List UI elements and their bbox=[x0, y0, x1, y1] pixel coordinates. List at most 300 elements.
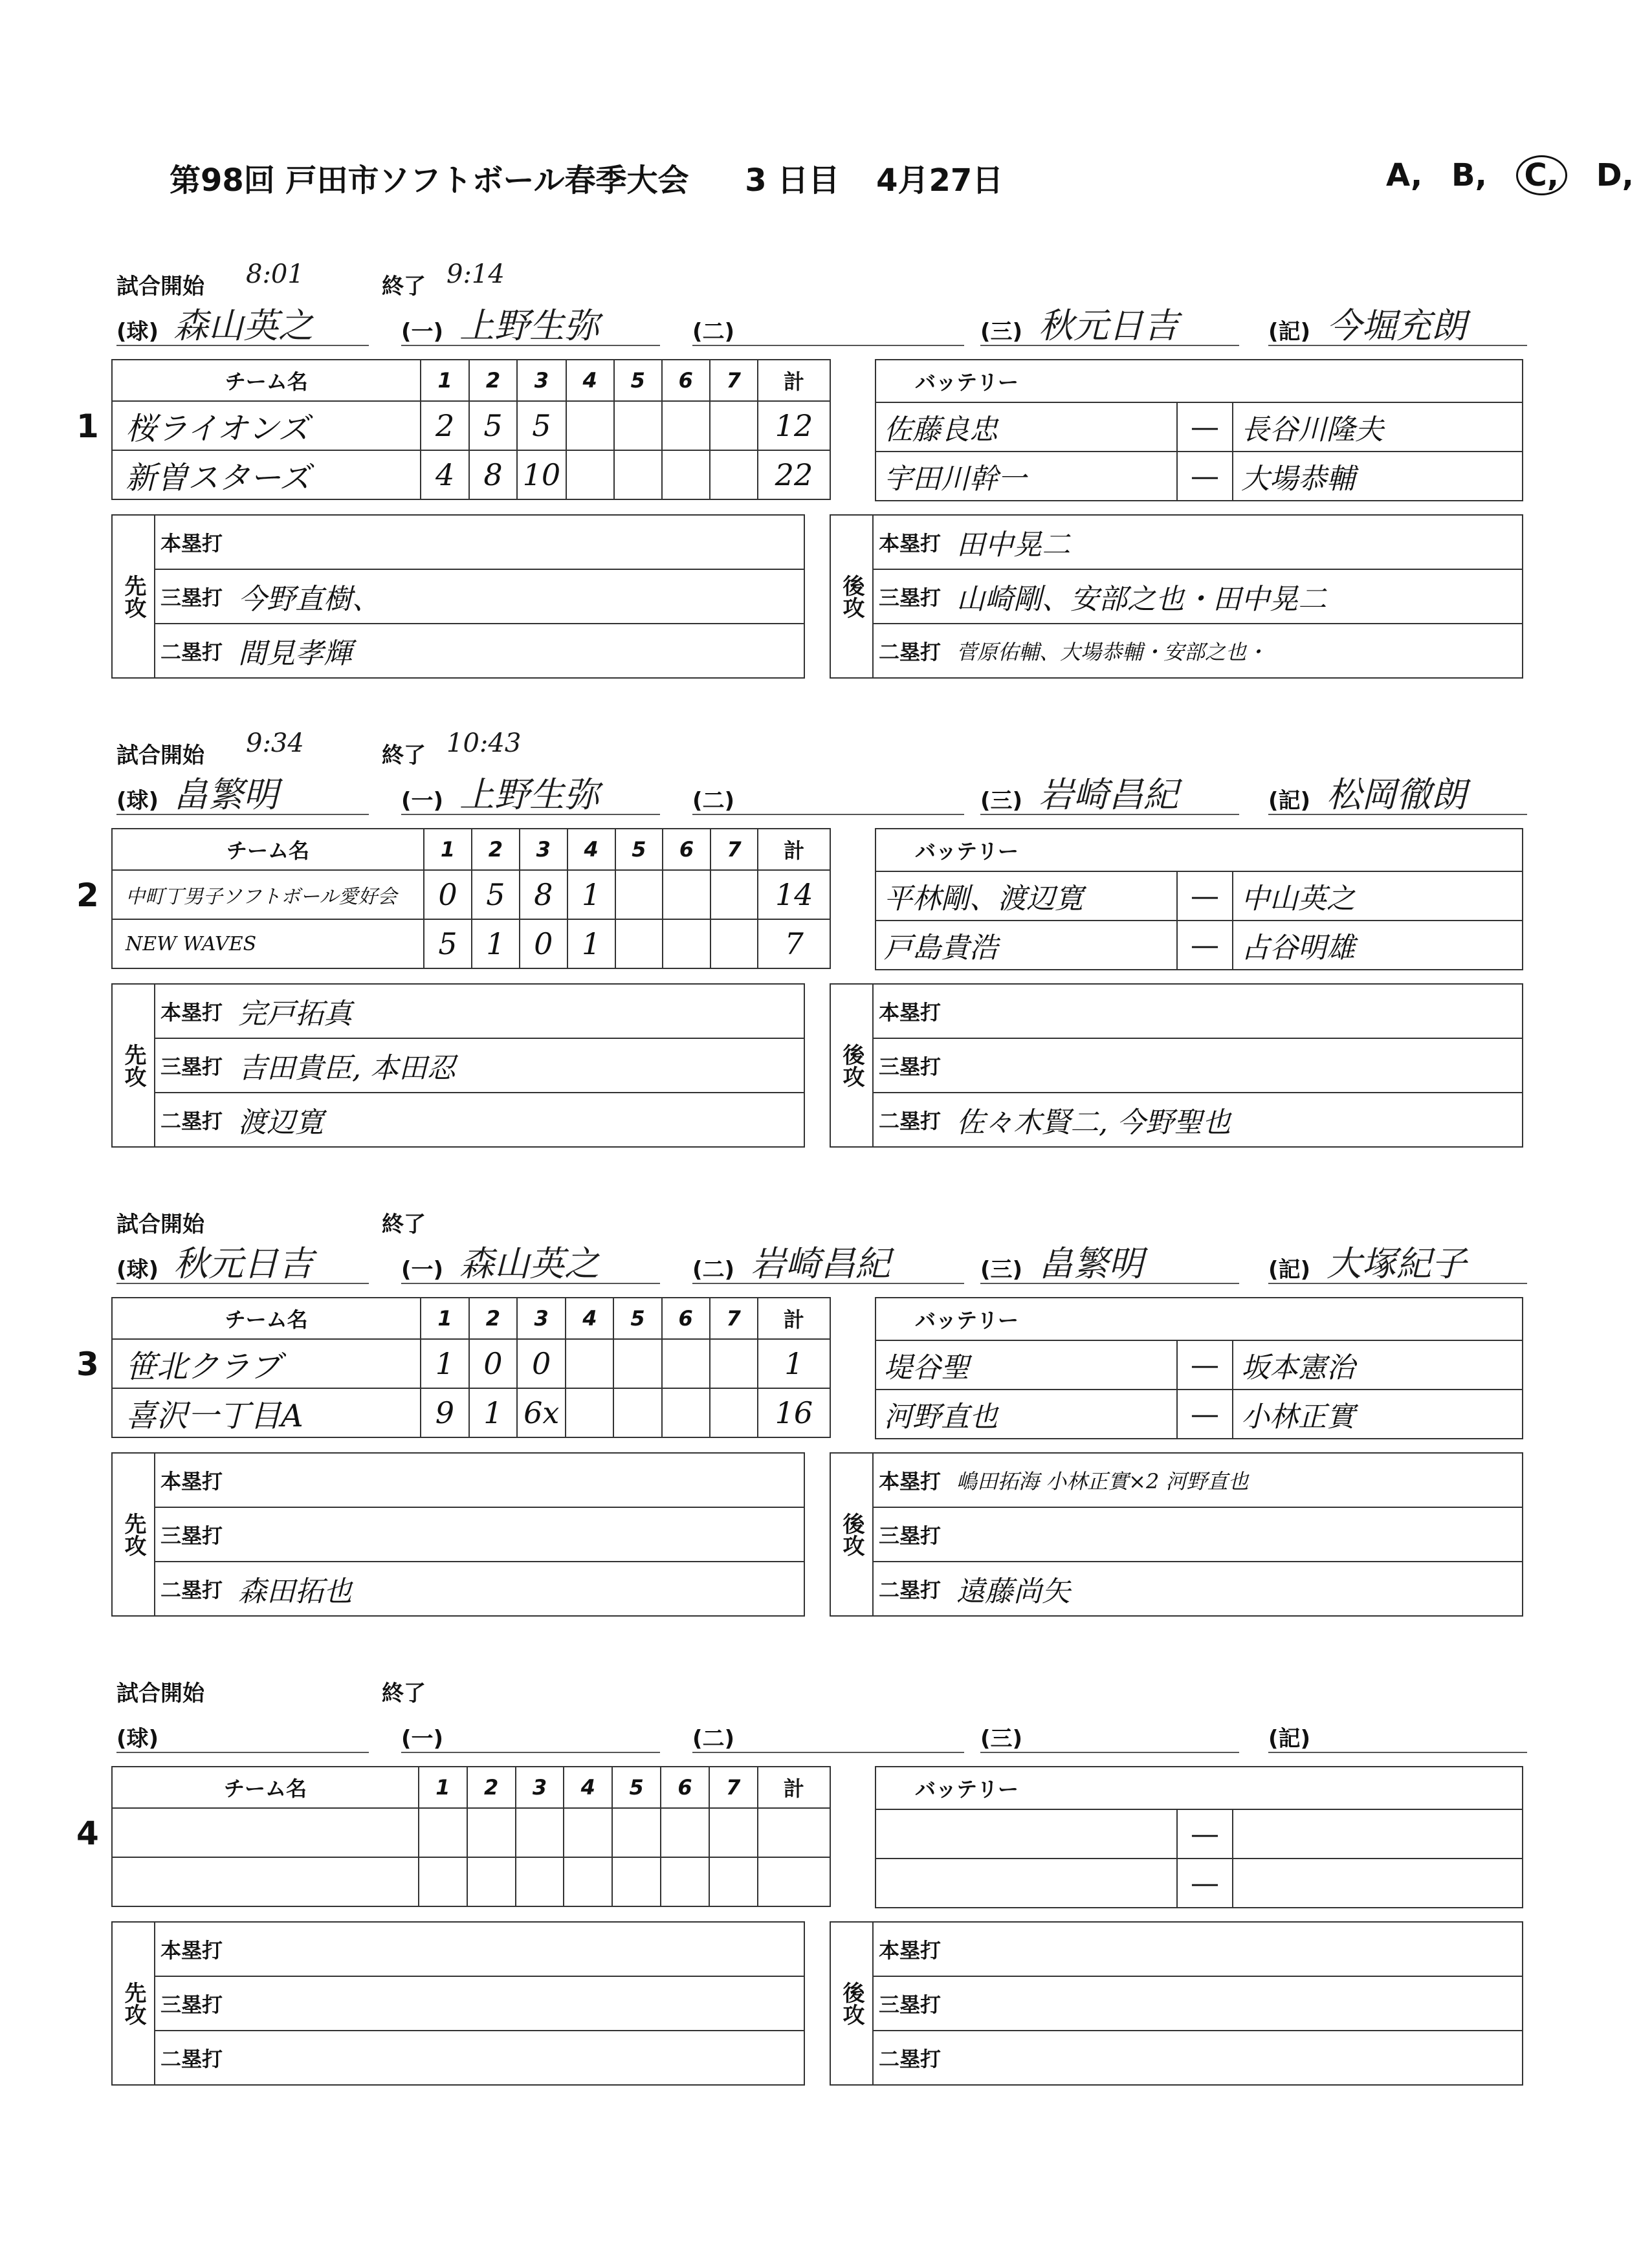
triple-players: 今野直樹、 bbox=[238, 569, 804, 624]
inning-score: 10 bbox=[517, 450, 566, 499]
hr-label: 本塁打 bbox=[155, 515, 238, 569]
battery-table bbox=[875, 1766, 1523, 1908]
hr-label: 本塁打 bbox=[873, 1922, 956, 1976]
inning-header: 7 bbox=[710, 829, 758, 870]
first-attack-row-hr bbox=[112, 1453, 804, 1507]
inning-score bbox=[662, 450, 710, 499]
second-attack-row-hr bbox=[830, 515, 1523, 569]
first-base-umpire-name: 上野生弥 bbox=[459, 774, 599, 815]
inning-header: 5 bbox=[613, 1298, 661, 1339]
first-base-umpire-name: 上野生弥 bbox=[459, 305, 599, 346]
inning-score bbox=[564, 1857, 612, 1906]
team-row bbox=[112, 1339, 830, 1388]
team-name-header: チーム名 bbox=[112, 829, 424, 870]
inning-score bbox=[662, 1339, 710, 1388]
score-table bbox=[111, 359, 831, 500]
inning-score bbox=[566, 450, 614, 499]
inning-header: 6 bbox=[661, 1767, 709, 1808]
inning-score: 5 bbox=[424, 919, 472, 968]
third-base-umpire-label: (三) bbox=[980, 319, 1023, 345]
third-base-umpire-label: (三) bbox=[980, 1257, 1023, 1283]
inning-score bbox=[661, 1808, 709, 1857]
inning-score bbox=[566, 1388, 613, 1437]
second-attack-label: 後攻 bbox=[830, 1453, 873, 1616]
second-attack-row-triple bbox=[830, 1507, 1523, 1562]
double-players: 間見孝輝 bbox=[238, 624, 804, 678]
total-header: 計 bbox=[758, 360, 830, 401]
team-name bbox=[112, 1857, 419, 1906]
first-attack-row-double bbox=[112, 1562, 804, 1616]
inning-score bbox=[516, 1857, 564, 1906]
inning-header: 5 bbox=[612, 1767, 661, 1808]
double-players bbox=[238, 2031, 804, 2085]
pitcher-name: 河野直也 bbox=[876, 1390, 1177, 1439]
court-a: A, bbox=[1386, 157, 1423, 193]
double-label: 二塁打 bbox=[873, 1093, 956, 1147]
second-attack-row-double bbox=[830, 2031, 1523, 2085]
inning-score bbox=[613, 1388, 661, 1437]
double-label: 二塁打 bbox=[873, 624, 956, 678]
inning-header: 6 bbox=[663, 829, 710, 870]
inning-header: 2 bbox=[469, 1298, 517, 1339]
catcher-name: 大場恭輔 bbox=[1233, 452, 1523, 501]
pitcher-name: 堤谷聖 bbox=[876, 1340, 1177, 1390]
ball-umpire-label: (球) bbox=[116, 1257, 159, 1283]
pitcher-name bbox=[876, 1809, 1177, 1859]
team-total: 1 bbox=[758, 1339, 830, 1388]
first-attack-row-double bbox=[112, 1093, 804, 1147]
second-base-umpire-label: (二) bbox=[692, 1726, 735, 1752]
score-header-row bbox=[112, 1298, 830, 1339]
inning-header: 6 bbox=[662, 360, 710, 401]
inning-score: 0 bbox=[517, 1339, 566, 1388]
first-base-umpire-label: (一) bbox=[401, 1726, 444, 1752]
event-name: 第98回 戸田市ソフトボール春季大会 bbox=[170, 162, 689, 199]
inning-header: 2 bbox=[472, 829, 520, 870]
third-base-umpire-name: 秋元日吉 bbox=[1039, 305, 1178, 346]
inning-score: 0 bbox=[424, 870, 472, 919]
game-block-1 bbox=[0, 259, 1605, 715]
hr-players: 田中晃二 bbox=[956, 515, 1523, 569]
battery-table bbox=[875, 1297, 1523, 1439]
inning-score bbox=[615, 870, 663, 919]
triple-players bbox=[238, 1976, 804, 2031]
hr-label: 本塁打 bbox=[155, 984, 238, 1038]
double-label: 二塁打 bbox=[873, 2031, 956, 2085]
inning-score bbox=[661, 1857, 709, 1906]
inning-score bbox=[709, 1857, 758, 1906]
first-base-umpire-line bbox=[401, 1752, 660, 1753]
recorder-name: 松岡徹朗 bbox=[1327, 774, 1466, 815]
ball-umpire-name: 秋元日吉 bbox=[173, 1243, 313, 1284]
inning-score: 0 bbox=[520, 919, 567, 968]
hr-label: 本塁打 bbox=[873, 984, 956, 1038]
second-base-umpire-name: 岩崎昌紀 bbox=[751, 1243, 890, 1284]
ball-umpire-label: (球) bbox=[116, 788, 159, 814]
battery-header-row bbox=[876, 360, 1523, 402]
team-name-header: チーム名 bbox=[112, 1298, 421, 1339]
first-attack-label: 先攻 bbox=[112, 1453, 155, 1616]
catcher-name: 小林正實 bbox=[1233, 1390, 1523, 1439]
double-label: 二塁打 bbox=[155, 2031, 238, 2085]
first-attack-row-double bbox=[112, 2031, 804, 2085]
inning-score: 5 bbox=[517, 401, 566, 450]
total-header: 計 bbox=[758, 1298, 830, 1339]
inning-score bbox=[612, 1857, 661, 1906]
second-attack-row-double bbox=[830, 1093, 1523, 1147]
battery-row bbox=[876, 871, 1523, 921]
team-name: 桜ライオンズ bbox=[112, 401, 421, 450]
third-base-umpire-line bbox=[980, 1283, 1239, 1284]
end-time: 9:14 bbox=[446, 259, 505, 289]
start-label: 試合開始 bbox=[116, 1212, 204, 1238]
second-attack-row-hr bbox=[830, 984, 1523, 1038]
second-attack-row-hr bbox=[830, 1922, 1523, 1976]
inning-score bbox=[663, 919, 710, 968]
triple-players: 山崎剛、安部之也・田中晃二 bbox=[956, 569, 1523, 624]
inning-header: 7 bbox=[710, 1298, 758, 1339]
second-base-umpire-line bbox=[692, 1752, 964, 1753]
hr-players bbox=[956, 984, 1523, 1038]
inning-score bbox=[710, 401, 758, 450]
inning-score: 1 bbox=[469, 1388, 517, 1437]
double-players: 佐々木賢二, 今野聖也 bbox=[956, 1093, 1523, 1147]
inning-score bbox=[709, 1808, 758, 1857]
hr-label: 本塁打 bbox=[155, 1453, 238, 1507]
triple-label: 三塁打 bbox=[873, 1507, 956, 1562]
second-attack-row-triple bbox=[830, 1976, 1523, 2031]
recorder-name: 大塚紀子 bbox=[1327, 1243, 1466, 1284]
end-label: 終了 bbox=[382, 274, 426, 300]
end-label: 終了 bbox=[382, 1681, 426, 1706]
triple-players bbox=[956, 1038, 1523, 1093]
inning-header: 7 bbox=[709, 1767, 758, 1808]
inning-header: 1 bbox=[421, 1298, 468, 1339]
battery-row bbox=[876, 452, 1523, 501]
inning-score bbox=[467, 1808, 516, 1857]
hr-label: 本塁打 bbox=[873, 515, 956, 569]
court-c-circled: C, bbox=[1516, 155, 1567, 195]
recorder-line bbox=[1268, 814, 1527, 815]
end-label: 終了 bbox=[382, 1212, 426, 1238]
hr-label: 本塁打 bbox=[873, 1453, 956, 1507]
event-day: 3 日目 bbox=[745, 162, 840, 199]
triple-players bbox=[956, 1507, 1523, 1562]
second-base-umpire-label: (二) bbox=[692, 1257, 735, 1283]
double-label: 二塁打 bbox=[873, 1562, 956, 1616]
catcher-name: 長谷川隆夫 bbox=[1233, 402, 1523, 452]
team-total: 16 bbox=[758, 1388, 830, 1437]
pitcher-name: 戸島貴浩 bbox=[876, 921, 1177, 970]
recorder-line bbox=[1268, 345, 1527, 346]
battery-row bbox=[876, 1809, 1523, 1859]
inning-score: 4 bbox=[421, 450, 468, 499]
recorder-line bbox=[1268, 1752, 1527, 1753]
ball-umpire-line bbox=[116, 1283, 369, 1284]
pitcher-name: 平林剛、渡辺寛 bbox=[876, 871, 1177, 921]
triple-label: 三塁打 bbox=[873, 569, 956, 624]
inning-score bbox=[710, 1339, 758, 1388]
team-name: 笹北クラブ bbox=[112, 1339, 421, 1388]
inning-score: 1 bbox=[421, 1339, 468, 1388]
third-base-umpire-name: 畠繁明 bbox=[1039, 1243, 1143, 1284]
second-attack-row-triple bbox=[830, 569, 1523, 624]
first-attack-hits-table bbox=[111, 514, 805, 679]
battery-header-row bbox=[876, 1767, 1523, 1809]
first-base-umpire-label: (一) bbox=[401, 788, 444, 814]
inning-header: 2 bbox=[469, 360, 517, 401]
inning-score bbox=[710, 450, 758, 499]
team-name: 中町丁男子ソフトボール愛好会 bbox=[112, 870, 424, 919]
battery-row bbox=[876, 1859, 1523, 1908]
start-time: 9:34 bbox=[246, 728, 304, 758]
inning-score: 0 bbox=[469, 1339, 517, 1388]
triple-label: 三塁打 bbox=[155, 1976, 238, 2031]
double-players bbox=[956, 2031, 1523, 2085]
hr-players bbox=[238, 1922, 804, 1976]
inning-score: 1 bbox=[567, 870, 615, 919]
inning-score bbox=[615, 919, 663, 968]
inning-score: 5 bbox=[472, 870, 520, 919]
first-attack-label: 先攻 bbox=[112, 984, 155, 1147]
recorder-label: (記) bbox=[1268, 788, 1311, 814]
inning-header: 3 bbox=[517, 1298, 566, 1339]
inning-score bbox=[419, 1808, 467, 1857]
team-row bbox=[112, 1857, 830, 1906]
first-base-umpire-line bbox=[401, 1283, 660, 1284]
team-row bbox=[112, 1388, 830, 1437]
second-attack-row-triple bbox=[830, 1038, 1523, 1093]
court-list bbox=[1386, 155, 1652, 195]
battery-dash: — bbox=[1177, 921, 1233, 970]
second-attack-hits-table bbox=[830, 1921, 1523, 2086]
first-attack-row-triple bbox=[112, 1507, 804, 1562]
inning-score: 1 bbox=[472, 919, 520, 968]
battery-row bbox=[876, 402, 1523, 452]
inning-score: 6x bbox=[517, 1388, 566, 1437]
battery-header: バッテリー bbox=[876, 1298, 1523, 1340]
inning-header: 1 bbox=[424, 829, 472, 870]
inning-score bbox=[614, 401, 662, 450]
first-base-umpire-line bbox=[401, 814, 660, 815]
inning-score bbox=[662, 401, 710, 450]
third-base-umpire-label: (三) bbox=[980, 788, 1023, 814]
total-header: 計 bbox=[758, 829, 830, 870]
recorder-line bbox=[1268, 1283, 1527, 1284]
event-date: 4月27日 bbox=[876, 162, 1004, 199]
inning-score bbox=[663, 870, 710, 919]
inning-score bbox=[566, 401, 614, 450]
double-players: 遠藤尚矢 bbox=[956, 1562, 1523, 1616]
battery-table bbox=[875, 359, 1523, 501]
triple-label: 三塁打 bbox=[873, 1038, 956, 1093]
inning-score: 8 bbox=[469, 450, 517, 499]
second-base-umpire-label: (二) bbox=[692, 788, 735, 814]
second-attack-row-double bbox=[830, 624, 1523, 678]
catcher-name: 中山英之 bbox=[1233, 871, 1523, 921]
first-attack-row-triple bbox=[112, 1976, 804, 2031]
hr-players bbox=[238, 515, 804, 569]
team-name: 新曽スターズ bbox=[112, 450, 421, 499]
recorder-label: (記) bbox=[1268, 1726, 1311, 1752]
inning-score bbox=[710, 919, 758, 968]
first-attack-label: 先攻 bbox=[112, 1922, 155, 2085]
catcher-name bbox=[1233, 1809, 1523, 1859]
second-attack-hits-table bbox=[830, 514, 1523, 679]
inning-score bbox=[613, 1339, 661, 1388]
hr-players: 完戸拓真 bbox=[238, 984, 804, 1038]
start-label: 試合開始 bbox=[116, 743, 204, 769]
team-row bbox=[112, 870, 830, 919]
first-attack-hits-table bbox=[111, 1921, 805, 2086]
hr-players: 嶋田拓海 小林正實×2 河野直也 bbox=[956, 1453, 1523, 1507]
first-attack-label: 先攻 bbox=[112, 515, 155, 678]
score-table bbox=[111, 1297, 831, 1438]
triple-label: 三塁打 bbox=[155, 569, 238, 624]
battery-header: バッテリー bbox=[876, 829, 1523, 871]
court-d: D, bbox=[1596, 157, 1634, 193]
first-attack-row-hr bbox=[112, 1922, 804, 1976]
team-row bbox=[112, 919, 830, 968]
catcher-name bbox=[1233, 1859, 1523, 1908]
inning-score bbox=[566, 1339, 613, 1388]
recorder-name: 今堀充朗 bbox=[1327, 305, 1466, 346]
team-total bbox=[758, 1857, 830, 1906]
second-attack-label: 後攻 bbox=[830, 1922, 873, 2085]
inning-header: 7 bbox=[710, 360, 758, 401]
team-name bbox=[112, 1808, 419, 1857]
team-row bbox=[112, 401, 830, 450]
second-attack-hits-table bbox=[830, 983, 1523, 1148]
battery-header: バッテリー bbox=[876, 360, 1523, 402]
pitcher-name bbox=[876, 1859, 1177, 1908]
inning-header: 4 bbox=[566, 1298, 613, 1339]
inning-score: 2 bbox=[421, 401, 468, 450]
ball-umpire-label: (球) bbox=[116, 319, 159, 345]
battery-row bbox=[876, 1390, 1523, 1439]
ball-umpire-line bbox=[116, 1752, 369, 1753]
score-header-row bbox=[112, 1767, 830, 1808]
battery-dash: — bbox=[1177, 1809, 1233, 1859]
battery-dash: — bbox=[1177, 871, 1233, 921]
battery-row bbox=[876, 921, 1523, 970]
catcher-name: 坂本憲治 bbox=[1233, 1340, 1523, 1390]
game-block-4 bbox=[0, 1669, 1605, 2122]
second-base-umpire-line bbox=[692, 345, 964, 346]
battery-dash: — bbox=[1177, 402, 1233, 452]
battery-header: バッテリー bbox=[876, 1767, 1523, 1809]
first-attack-row-hr bbox=[112, 984, 804, 1038]
double-label: 二塁打 bbox=[155, 624, 238, 678]
catcher-name: 占谷明雄 bbox=[1233, 921, 1523, 970]
battery-dash: — bbox=[1177, 1859, 1233, 1908]
ball-umpire-label: (球) bbox=[116, 1726, 159, 1752]
inning-score bbox=[419, 1857, 467, 1906]
team-total bbox=[758, 1808, 830, 1857]
team-total: 12 bbox=[758, 401, 830, 450]
end-label: 終了 bbox=[382, 743, 426, 769]
hr-players bbox=[956, 1922, 1523, 1976]
third-base-umpire-line bbox=[980, 814, 1239, 815]
game-block-2 bbox=[0, 728, 1605, 1184]
second-attack-label: 後攻 bbox=[830, 984, 873, 1147]
second-attack-row-double bbox=[830, 1562, 1523, 1616]
inning-header: 4 bbox=[564, 1767, 612, 1808]
total-header: 計 bbox=[758, 1767, 830, 1808]
start-label: 試合開始 bbox=[116, 1681, 204, 1706]
recorder-label: (記) bbox=[1268, 319, 1311, 345]
ball-umpire-name: 森山英之 bbox=[173, 305, 313, 346]
pitcher-name: 佐藤良忠 bbox=[876, 402, 1177, 452]
game-number: 3 bbox=[76, 1346, 99, 1383]
double-players: 菅原佑輔、大場恭輔・安部之也・ bbox=[956, 624, 1523, 678]
inning-score: 8 bbox=[520, 870, 567, 919]
team-name: NEW WAVES bbox=[112, 919, 424, 968]
game-number: 1 bbox=[76, 408, 99, 445]
hr-label: 本塁打 bbox=[155, 1922, 238, 1976]
inning-score: 9 bbox=[421, 1388, 468, 1437]
battery-table bbox=[875, 828, 1523, 970]
inning-score bbox=[710, 1388, 758, 1437]
triple-label: 三塁打 bbox=[155, 1507, 238, 1562]
inning-header: 3 bbox=[516, 1767, 564, 1808]
inning-header: 1 bbox=[421, 360, 468, 401]
second-attack-hits-table bbox=[830, 1452, 1523, 1617]
inning-header: 4 bbox=[567, 829, 615, 870]
triple-players bbox=[956, 1976, 1523, 2031]
game-number: 4 bbox=[76, 1815, 99, 1852]
page-title bbox=[170, 155, 1634, 200]
team-total: 22 bbox=[758, 450, 830, 499]
battery-header-row bbox=[876, 829, 1523, 871]
double-players: 渡辺寛 bbox=[238, 1093, 804, 1147]
first-attack-row-double bbox=[112, 624, 804, 678]
pitcher-name: 宇田川幹一 bbox=[876, 452, 1177, 501]
hr-players bbox=[238, 1453, 804, 1507]
inning-header: 4 bbox=[566, 360, 614, 401]
triple-label: 三塁打 bbox=[155, 1038, 238, 1093]
second-base-umpire-line bbox=[692, 814, 964, 815]
double-players: 森田拓也 bbox=[238, 1562, 804, 1616]
inning-header: 2 bbox=[467, 1767, 516, 1808]
team-name: 喜沢一丁目A bbox=[112, 1388, 421, 1437]
ball-umpire-line bbox=[116, 814, 369, 815]
third-base-umpire-name: 岩崎昌紀 bbox=[1039, 774, 1178, 815]
battery-dash: — bbox=[1177, 1340, 1233, 1390]
second-attack-label: 後攻 bbox=[830, 515, 873, 678]
team-name-header: チーム名 bbox=[112, 360, 421, 401]
inning-score bbox=[612, 1808, 661, 1857]
first-attack-row-triple bbox=[112, 569, 804, 624]
second-attack-row-hr bbox=[830, 1453, 1523, 1507]
second-base-umpire-line bbox=[692, 1283, 964, 1284]
battery-row bbox=[876, 1340, 1523, 1390]
first-attack-row-triple bbox=[112, 1038, 804, 1093]
start-label: 試合開始 bbox=[116, 274, 204, 300]
battery-dash: — bbox=[1177, 452, 1233, 501]
battery-header-row bbox=[876, 1298, 1523, 1340]
score-table bbox=[111, 828, 831, 969]
game-block-3 bbox=[0, 1200, 1605, 1653]
start-time: 8:01 bbox=[246, 259, 304, 289]
team-total: 7 bbox=[758, 919, 830, 968]
first-base-umpire-label: (一) bbox=[401, 1257, 444, 1283]
inning-header: 5 bbox=[614, 360, 662, 401]
team-row bbox=[112, 1808, 830, 1857]
recorder-label: (記) bbox=[1268, 1257, 1311, 1283]
inning-header: 3 bbox=[520, 829, 567, 870]
team-total: 14 bbox=[758, 870, 830, 919]
